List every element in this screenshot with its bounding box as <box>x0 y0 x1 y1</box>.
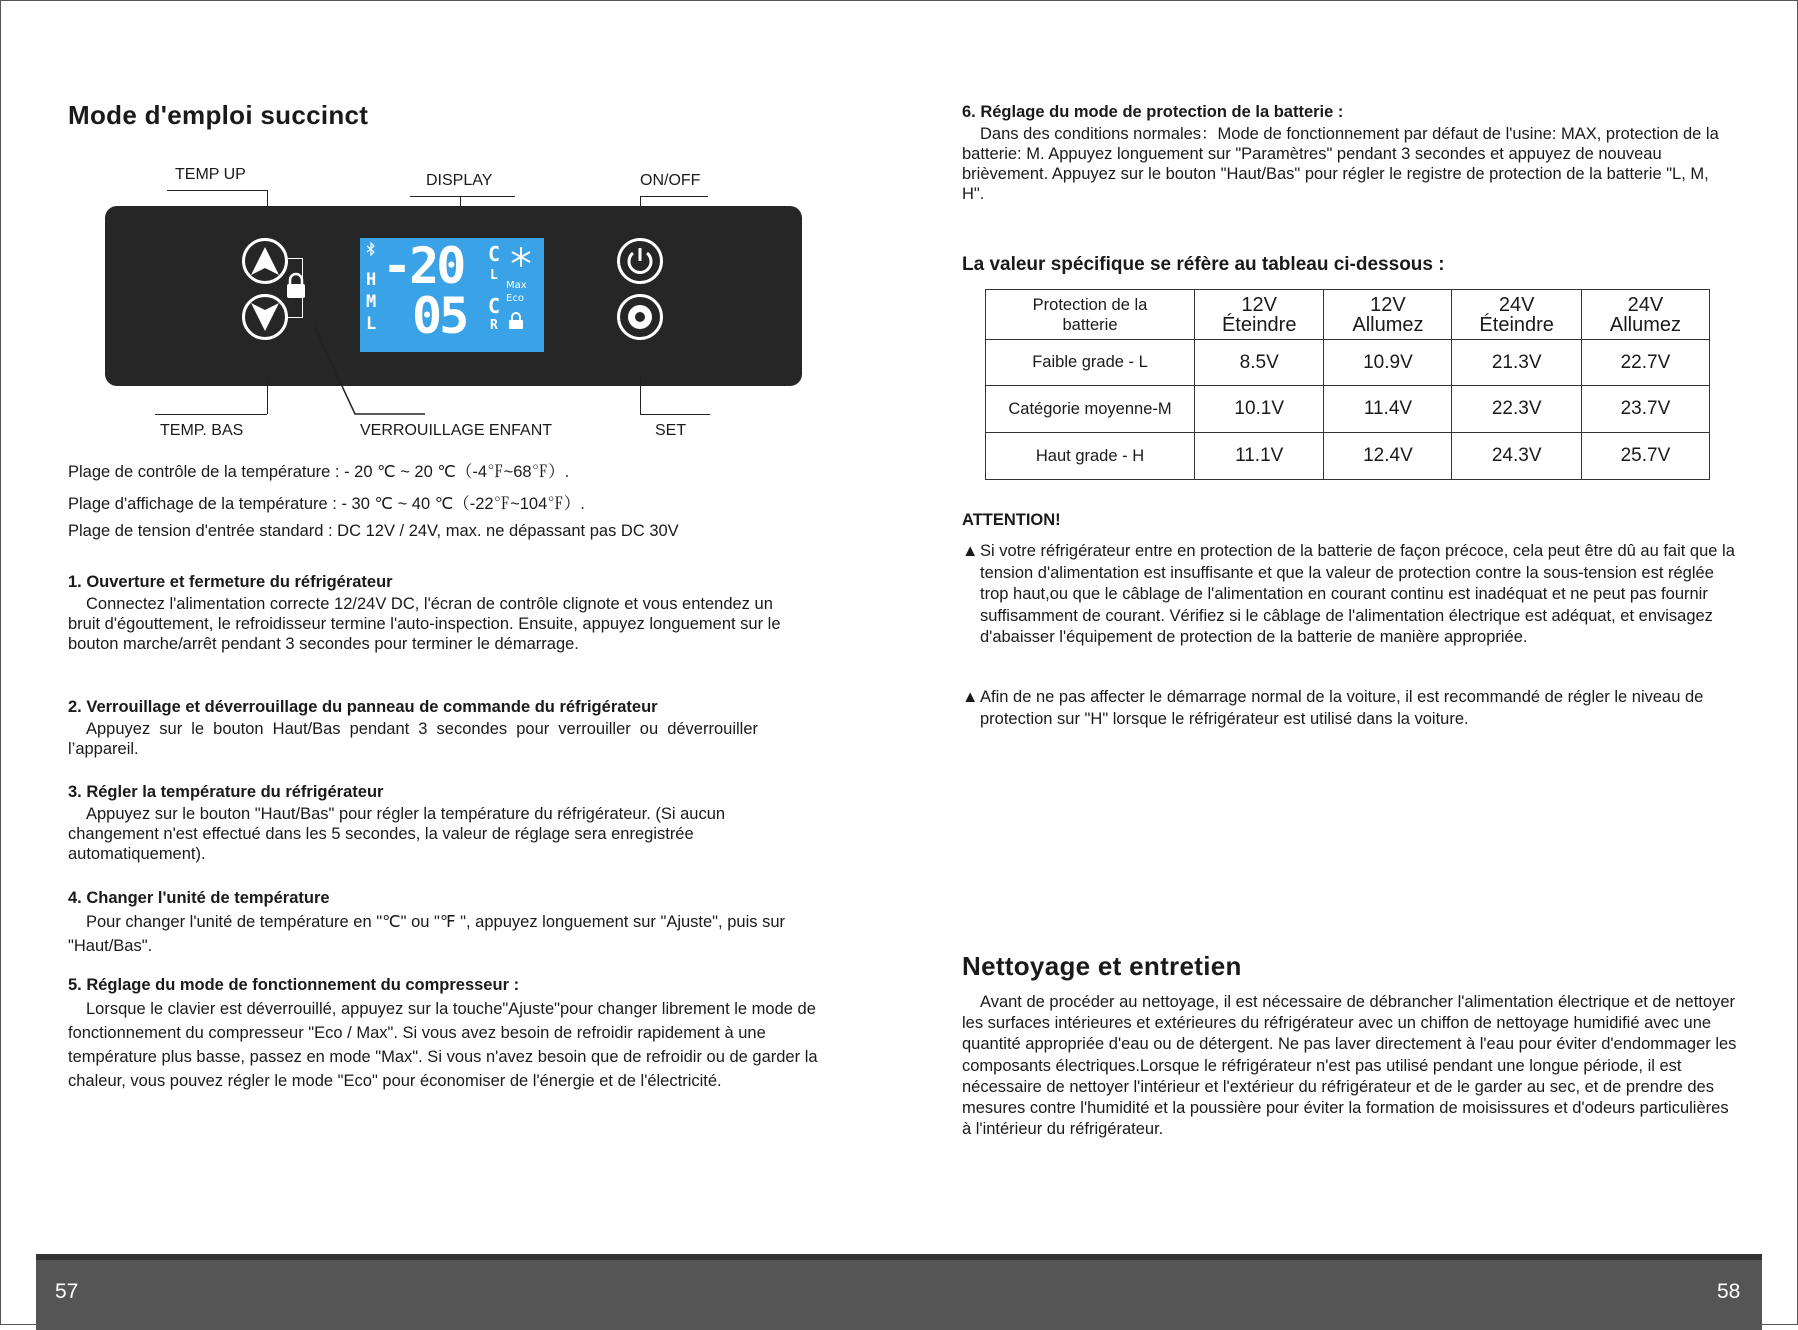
page-number-right: 58 <box>1717 1280 1741 1303</box>
table-header-cell: 12V Allumez <box>1324 290 1452 340</box>
lcd-mode-eco: Eco <box>506 293 524 304</box>
table-cell: 10.1V <box>1195 386 1324 433</box>
attention-heading: ATTENTION! <box>962 511 1061 529</box>
table-cell: 11.1V <box>1195 433 1324 480</box>
table-cell: 22.3V <box>1452 386 1581 433</box>
table-header-cell: Protection de la batterie <box>986 290 1195 340</box>
section-5-body: Lorsque le clavier est déverrouillé, appuyez sur la touche"Ajuste"pour changer librement le mode de fonctionnement du compresseur "Eco / Max". Si vous avez besoin de refroidir rapidement à une température plus basse, passez en mode "Max". Si vous n'avez besoin que de refroidir ou de garder la chaleur, vous pouvez régler le mode "Eco" pour économiser de l'énergie et de l'électricité. <box>68 1000 818 1090</box>
page-title: Mode d'emploi succinct <box>68 100 369 130</box>
spec-voltage: Plage de tension d'entrée standard : DC 12V / 24V, max. ne dépassant pas DC 30V <box>68 522 679 540</box>
snowflake-icon <box>510 246 532 268</box>
section-1-heading: 1. Ouverture et fermeture du réfrigérateur <box>68 573 393 591</box>
section-3 <box>68 782 803 864</box>
section-4-body: Pour changer l'unité de température en "℃" ou "℉ ", appuyez longuement sur "Ajuste", puis sur "Haut/Bas". <box>68 913 785 955</box>
label-verrouillage-enfant: VERROUILLAGE ENFANT <box>360 422 553 439</box>
section-4-heading: 4. Changer l'unité de température <box>68 889 330 907</box>
set-button[interactable] <box>617 294 663 340</box>
bluetooth-icon <box>366 242 376 256</box>
table-cell: 11.4V <box>1324 386 1452 433</box>
temp-down-button[interactable] <box>242 294 288 340</box>
lcd-temp-bottom: 05 <box>412 287 467 345</box>
table-cell: 25.7V <box>1581 433 1709 480</box>
table-cell: 10.9V <box>1324 340 1452 386</box>
table-cell: 21.3V <box>1452 340 1581 386</box>
lcd-mode-max: Max <box>506 280 527 291</box>
lcd-level-h: H <box>366 270 377 290</box>
section-2-body: Appuyez sur le bouton Haut/Bas pendant 3 secondes pour verrouiller ou déverrouiller l’appareil. <box>68 720 758 758</box>
section-6 <box>962 102 1722 204</box>
temp-up-button[interactable] <box>242 238 288 284</box>
lcd-l-mark: L <box>490 268 498 283</box>
label-on-off: ON/OFF <box>640 172 701 189</box>
label-temp-bas: TEMP. BAS <box>160 422 244 439</box>
attention-item-2-text: Afin de ne pas affecter le démarrage normal de la voiture, il est recommandé de régler le niveau de protection sur "H" lorsque le réfrigérateur est utilisé dans la voiture. <box>980 688 1704 728</box>
section-5-heading: 5. Réglage du mode de fonctionnement du compresseur : <box>68 976 520 994</box>
table-row <box>986 433 1710 480</box>
control-panel-diagram <box>105 166 805 439</box>
gear-icon <box>620 297 660 337</box>
section-1 <box>68 572 808 654</box>
label-display: DISPLAY <box>426 172 493 189</box>
cleaning-body <box>962 992 1742 1140</box>
section-4 <box>68 888 858 958</box>
table-cell: Catégorie moyenne-M <box>986 386 1195 433</box>
label-temp-up: TEMP UP <box>175 166 246 183</box>
footer-bar <box>36 1254 1762 1330</box>
triangle-up-icon <box>245 241 285 281</box>
table-cell: 22.7V <box>1581 340 1709 386</box>
spec-temp-control: Plage de contrôle de la température : - 20 ℃ ~ 20 ℃（-4℉~68℉）. <box>68 463 570 481</box>
warning-triangle-icon: ▲ <box>962 542 979 560</box>
table-cell: 8.5V <box>1195 340 1324 386</box>
attention-item-1 <box>962 541 1740 649</box>
battery-protection-table <box>985 289 1710 480</box>
table-title: La valeur spécifique se réfère au tableau ci-dessous : <box>962 254 1445 275</box>
table-header-cell: 24V Allumez <box>1581 290 1709 340</box>
lcd-temp-top: -20 <box>382 237 464 295</box>
lcd-level-l: L <box>366 314 377 334</box>
section-3-body: Appuyez sur le bouton "Haut/Bas" pour régler la température du réfrigérateur. (Si aucun changement n'est effectué dans les 5 secondes, la valeur de réglage sera enregistrée automatiquement). <box>68 805 726 863</box>
lcd-unit-bottom: C <box>488 294 501 318</box>
section-2-heading: 2. Verrouillage et déverrouillage du panneau de commande du réfrigérateur <box>68 698 658 716</box>
lock-icon <box>285 272 307 300</box>
table-cell: 23.7V <box>1581 386 1709 433</box>
section-2 <box>68 697 758 759</box>
lcd-unit-top: C <box>488 242 501 266</box>
table-row <box>986 340 1710 386</box>
lcd-level-m: M <box>366 292 377 312</box>
control-panel <box>105 206 802 386</box>
warning-triangle-icon: ▲ <box>962 688 979 706</box>
leader-lock <box>315 318 435 428</box>
section-3-heading: 3. Régler la température du réfrigérateur <box>68 783 384 801</box>
section-1-body: Connectez l'alimentation correcte 12/24V DC, l'écran de contrôle clignote et vous entendez un bruit d'égouttement, le refroidisseur termine l'auto-inspection. Ensuite, appuyez longuement sur le bouton marche/arrêt pendant 3 secondes pour terminer le démarrage. <box>68 595 781 653</box>
table-header-cell: 12V Éteindre <box>1195 290 1324 340</box>
table-header-row <box>986 290 1710 340</box>
page-number-left: 57 <box>55 1280 79 1303</box>
table-cell: Faible grade - L <box>986 340 1195 386</box>
section-5 <box>68 975 853 1093</box>
table-cell: 12.4V <box>1324 433 1452 480</box>
attention-item-2 <box>962 686 1740 730</box>
cleaning-title: Nettoyage et entretien <box>962 951 1242 981</box>
power-button[interactable] <box>617 238 663 284</box>
section-6-body: Dans des conditions normales：Mode de fonctionnement par défaut de l'usine: MAX, protection de la batterie: M. Appuyez longuement sur "Paramètres" pendant 3 secondes et appuyez de nouveau brièvement. Appuyez sur le bouton "Haut/Bas" pour régler le registre de protection de la batterie "L, M, H". <box>962 125 1719 203</box>
power-icon <box>620 241 660 281</box>
table-cell: Haut grade - H <box>986 433 1195 480</box>
spec-temp-display: Plage d'affichage de la température : - 30 ℃ ~ 40 ℃（-22℉~104℉）. <box>68 495 585 513</box>
attention-item-1-text: Si votre réfrigérateur entre en protection de la batterie de façon précoce, cela peut être dû au fait que la tension d'alimentation est insuffisante et que la valeur de protection contre la sous-tension est réglée trop haut,ou que le câblage de l'alimentation en courant continu est inadéquat et ne peut pas fournir suffisamment de courant. Vérifiez si le câblage de l'alimentation électrique est adéquat, et envisagez d'abaisser l'équipement de protection de la batterie de manière appropriée. <box>980 542 1735 647</box>
lcd-lock-icon <box>508 312 524 330</box>
lcd-r-mark: R <box>490 318 498 333</box>
table-cell: 24.3V <box>1452 433 1581 480</box>
table-row <box>986 386 1710 433</box>
cleaning-body-text: Avant de procéder au nettoyage, il est nécessaire de débrancher l'alimentation électrique et de nettoyer les surfaces intérieures et extérieures du réfrigérateur avec un chiffon de nettoyage humidifié avec une quantité appropriée d'eau ou de détergent. Ne pas laver directement à l'eau pour éviter d'endommager les composants électriques.Lorsque le réfrigérateur n'est pas utilisé pendant une longue période, il est nécessaire de nettoyer l'intérieur et l'extérieur du réfrigérateur et de le garder au sec, et de prendre des mesures contre l'humidité et la poussière pour éviter la formation de moisissures et d'odeurs particulières à l'intérieur du réfrigérateur. <box>962 993 1737 1139</box>
label-set: SET <box>655 422 687 439</box>
triangle-down-icon <box>245 297 285 337</box>
table-header-cell: 24V Éteindre <box>1452 290 1581 340</box>
section-6-heading: 6. Réglage du mode de protection de la batterie : <box>962 103 1344 121</box>
